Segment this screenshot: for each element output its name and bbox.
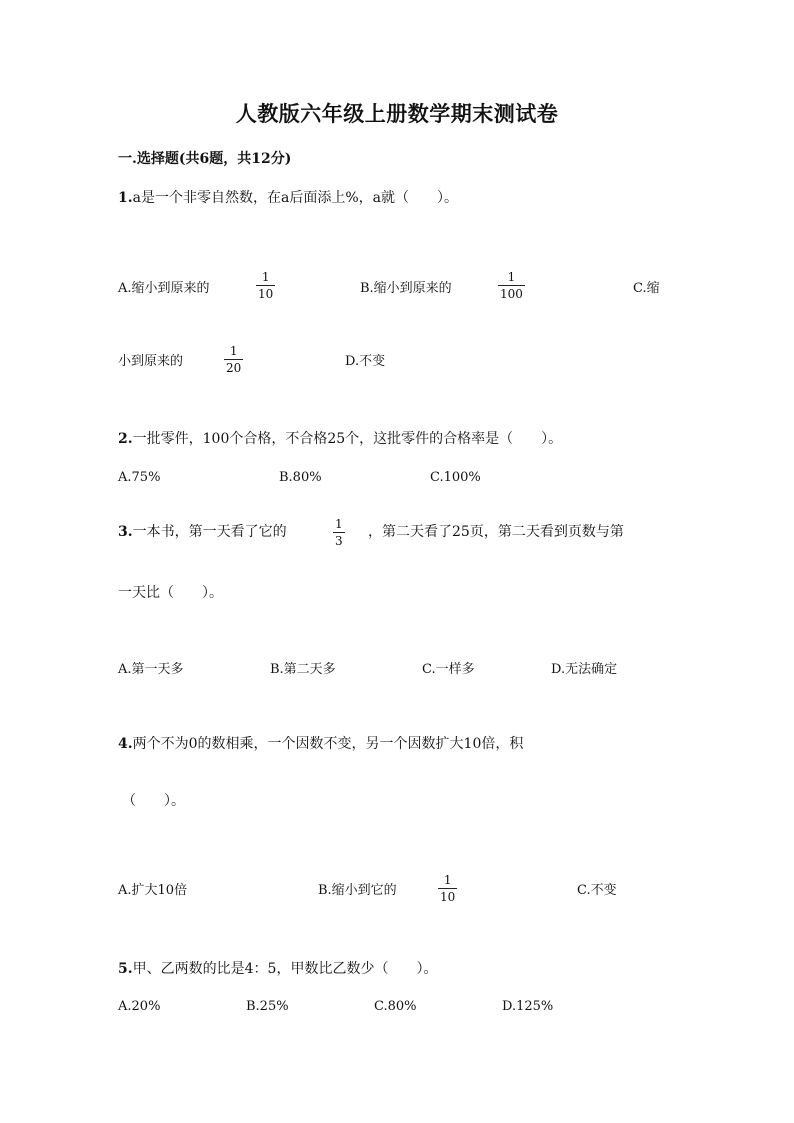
q3-fraction (333, 517, 345, 548)
question-1-text: a是一个非零自然数，在a后面添上%，a就（ ）。 (132, 190, 458, 206)
fraction-bar (256, 285, 275, 286)
question-5-number: 5. (118, 961, 133, 977)
fraction-bar (224, 359, 243, 360)
question-4-number: 4. (118, 736, 133, 752)
q2-option-a: A.75% (118, 470, 161, 485)
question-3-number: 3. (118, 524, 133, 540)
q1-option-c-fraction (224, 344, 243, 375)
q5-option-c: C.80% (374, 999, 417, 1014)
fraction-bar (438, 888, 457, 889)
question-4-text-1: 两个不为0的数相乘，一个因数不变，另一个因数扩大10倍，积 (132, 736, 524, 752)
section-heading: 一.选择题(共6题，共12分) (118, 151, 292, 167)
question-3 (118, 521, 287, 541)
fraction-bar (333, 532, 345, 533)
question-3-text-2: ，第二天看了25页，第二天看到页数与第 (368, 524, 624, 540)
question-5 (118, 958, 437, 978)
q4-option-b-fraction (438, 873, 457, 904)
page-title: 人教版六年级上册数学期末测试卷 (235, 101, 559, 126)
q3-option-b: B.第二天多 (270, 662, 336, 677)
fraction-numerator: 1 (443, 873, 452, 887)
question-1 (118, 187, 458, 207)
fraction-denominator: 20 (226, 361, 242, 375)
question-3-text-1: 一本书，第一天看了它的 (132, 524, 287, 540)
q5-option-d: D.125% (502, 999, 554, 1014)
question-3-text-3: 一天比（ ）。 (118, 585, 223, 601)
fraction-denominator: 3 (335, 534, 343, 548)
question-2-text: 一批零件，100个合格，不合格25个，这批零件的合格率是（ ）。 (132, 431, 563, 447)
fraction-denominator: 100 (500, 287, 523, 301)
q2-option-c: C.100% (430, 470, 481, 485)
fraction-denominator: 10 (258, 287, 274, 301)
question-1-number: 1. (118, 190, 133, 206)
question-2-number: 2. (118, 431, 133, 447)
q1-option-c-label-cont: 小到原来的 (118, 354, 184, 369)
q1-option-b-fraction (498, 270, 525, 301)
fraction-denominator: 10 (440, 890, 456, 904)
q2-option-b: B.80% (279, 470, 322, 485)
q4-option-a: A.扩大10倍 (118, 883, 188, 898)
fraction-numerator: 1 (229, 344, 238, 358)
q1-option-c-label: C.缩 (633, 281, 660, 296)
question-4-text-2: （ ）。 (122, 793, 185, 809)
q1-option-b-label: B.缩小到原来的 (360, 281, 452, 296)
question-5-text: 甲、乙两数的比是4：5，甲数比乙数少（ ）。 (132, 961, 438, 977)
q5-option-a: A.20% (118, 999, 161, 1014)
q3-option-a: A.第一天多 (118, 662, 184, 677)
q3-option-c: C.一样多 (422, 662, 475, 677)
q1-option-a-label: A.缩小到原来的 (118, 281, 210, 296)
q4-option-c: C.不变 (577, 883, 617, 898)
fraction-bar (498, 285, 525, 286)
q5-option-b: B.25% (246, 999, 289, 1014)
q4-option-b-label: B.缩小到它的 (318, 883, 397, 898)
question-4 (118, 733, 523, 753)
question-2 (118, 428, 562, 448)
fraction-numerator: 1 (335, 517, 343, 531)
fraction-numerator: 1 (261, 270, 270, 284)
q1-option-a-fraction (256, 270, 275, 301)
q1-option-d: D.不变 (345, 354, 386, 369)
q3-option-d: D.无法确定 (551, 662, 618, 677)
fraction-numerator: 1 (507, 270, 516, 284)
